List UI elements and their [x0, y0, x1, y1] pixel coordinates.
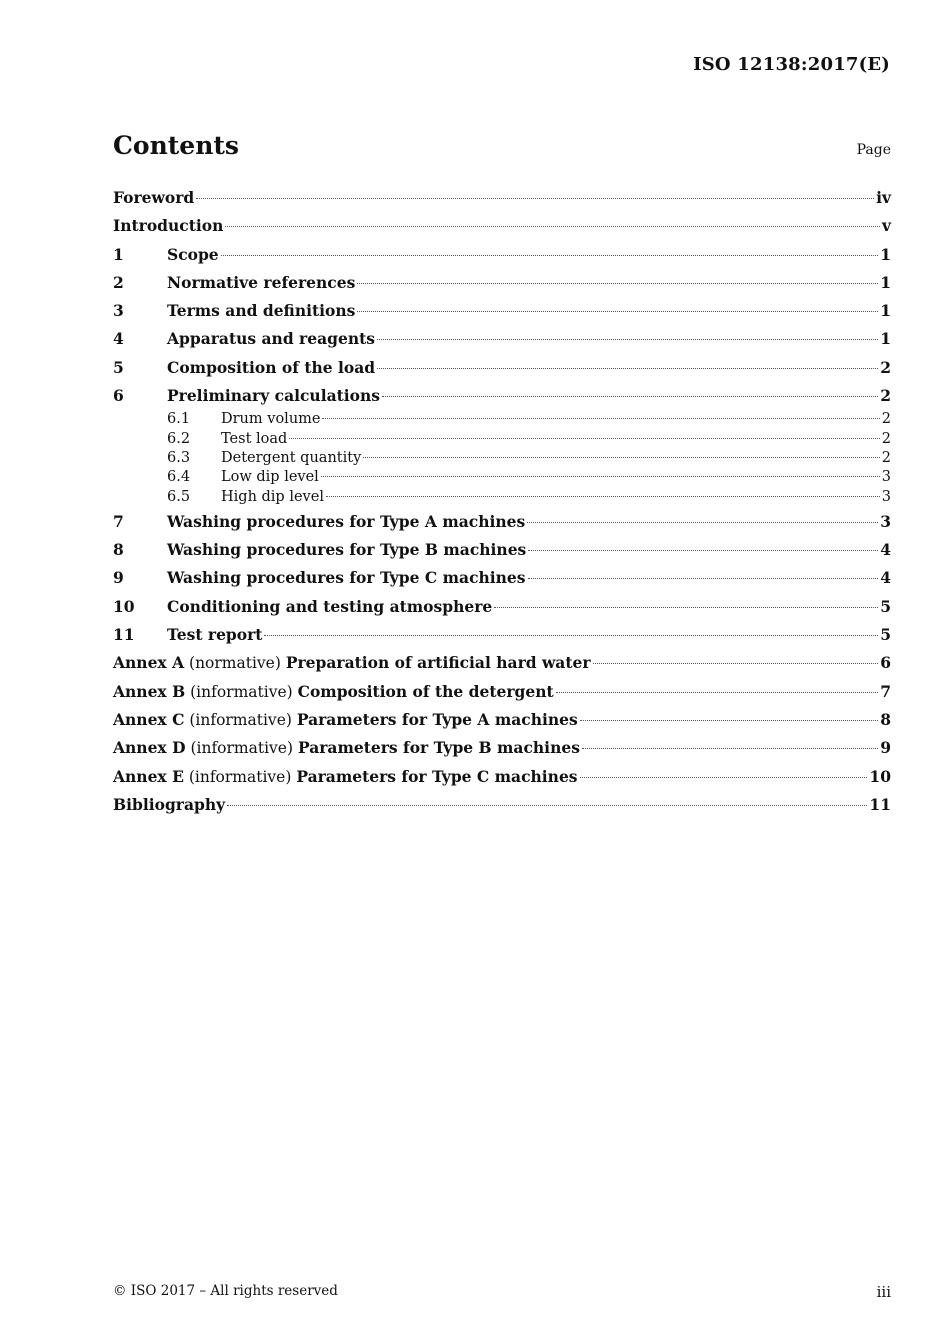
toc-entry-page: 5 [880, 625, 891, 645]
toc-entry-page: 10 [869, 766, 891, 786]
toc-entry-label: Normative references [167, 272, 356, 292]
dot-leader [528, 550, 878, 551]
dot-leader [580, 720, 878, 721]
annex-kind: (informative) [190, 739, 294, 758]
toc-subentry-number: 6.4 [167, 469, 191, 486]
toc-entry-composition-of-load[interactable] [113, 354, 891, 382]
toc-entry-introduction[interactable] [113, 212, 891, 240]
toc-subentry-label: Detergent quantity [221, 449, 362, 466]
page-column-label: Page [856, 142, 891, 158]
toc-entry-number: 9 [113, 568, 124, 588]
toc-subentry-number: 6.5 [167, 488, 191, 505]
dot-leader [196, 198, 874, 199]
dot-leader [321, 476, 880, 477]
dot-leader [593, 663, 879, 664]
toc-subentry-number: 6.3 [167, 449, 191, 466]
annex-prefix: Annex E [113, 766, 184, 786]
toc-entry-label: Introduction [113, 216, 224, 236]
toc-entry-foreword[interactable] [113, 184, 891, 212]
dot-leader [556, 692, 879, 693]
toc-subentry-high-dip-level[interactable] [113, 488, 891, 507]
contents-header [113, 131, 891, 160]
toc-entry-page: 2 [880, 386, 891, 406]
toc-entry-page: 3 [880, 511, 891, 531]
annex-prefix: Annex C [113, 709, 185, 729]
dot-leader [377, 339, 878, 340]
toc-entry-number: 6 [113, 386, 124, 406]
dot-leader [363, 457, 879, 458]
dot-leader [580, 777, 868, 778]
toc-entry-annex-a[interactable] [113, 649, 891, 677]
toc-subentry-low-dip-level[interactable] [113, 468, 891, 487]
dot-leader [494, 607, 878, 608]
toc-entry-annex-e[interactable] [113, 763, 891, 791]
toc-entry-label: Bibliography [113, 794, 226, 814]
toc-entry-page: 4 [880, 568, 891, 588]
toc-entry-bibliography[interactable] [113, 791, 891, 819]
toc-entry-label: Parameters for Type A machines [296, 709, 578, 729]
dot-leader [357, 311, 878, 312]
toc-entry-page: 9 [880, 738, 891, 758]
annex-kind: (normative) [189, 654, 281, 673]
annex-prefix: Annex B [113, 681, 186, 701]
toc-entry-annex-c[interactable] [113, 706, 891, 734]
toc-entry-label: Conditioning and testing atmosphere [167, 596, 493, 616]
dot-leader [357, 283, 878, 284]
toc-entry-apparatus-and-reagents[interactable] [113, 325, 891, 353]
toc-entry-test-report[interactable] [113, 621, 891, 649]
toc-subentry-label: Low dip level [221, 469, 319, 486]
toc-entry-scope[interactable] [113, 241, 891, 269]
standard-identifier: ISO 12138:2017(E) [693, 54, 890, 75]
toc-entry-annex-d[interactable] [113, 734, 891, 762]
toc-entry-label: Washing procedures for Type C machines [167, 568, 526, 588]
toc-entry-label: Foreword [113, 188, 195, 207]
dot-leader [264, 635, 878, 636]
toc-entry-label: Preparation of artificial hard water [285, 653, 591, 673]
toc-subentry-test-load[interactable] [113, 430, 891, 449]
toc-entry-page: iv [876, 188, 891, 207]
toc-subentry-page: 3 [881, 488, 891, 505]
page-number: iii [876, 1283, 891, 1301]
toc-entry-label: Washing procedures for Type A machines [167, 511, 526, 531]
toc-entry-page: 5 [880, 596, 891, 616]
dot-leader [528, 578, 879, 579]
toc-entry-number: 7 [113, 511, 124, 531]
toc-entry-washing-type-a[interactable] [113, 508, 891, 536]
toc-subentry-page: 2 [881, 430, 891, 447]
toc-entry-page: 11 [869, 794, 891, 814]
toc-entry-normative-references[interactable] [113, 269, 891, 297]
toc-entry-number: 3 [113, 301, 124, 321]
toc-entry-number: 11 [113, 625, 135, 645]
toc-entry-terms-and-definitions[interactable] [113, 297, 891, 325]
toc-entry-label: Washing procedures for Type B machines [167, 540, 527, 560]
toc-entry-label: Preliminary calculations [167, 386, 381, 406]
toc-entry-page: v [881, 216, 891, 236]
toc-entry-number: 1 [113, 244, 124, 264]
toc-entry-page: 1 [880, 244, 891, 264]
toc-entry-page: 6 [880, 653, 891, 673]
contents-title: Contents [113, 131, 240, 160]
toc-entry-number: 4 [113, 329, 124, 349]
page-footer [113, 1283, 891, 1301]
dot-leader [227, 805, 867, 806]
dot-leader [289, 438, 879, 439]
toc-entry-page: 1 [880, 272, 891, 292]
toc-entry-page: 4 [880, 540, 891, 560]
dot-leader [322, 418, 879, 419]
dot-leader [225, 226, 880, 227]
toc-entry-number: 2 [113, 272, 124, 292]
toc-entry-label: Parameters for Type C machines [296, 766, 578, 786]
toc-entry-conditioning-atmosphere[interactable] [113, 593, 891, 621]
toc-entry-page: 7 [880, 681, 891, 701]
dot-leader [326, 496, 880, 497]
toc-subentry-label: Drum volume [221, 411, 321, 428]
toc-entry-number: 8 [113, 540, 124, 560]
toc-entry-label: Composition of the detergent [297, 681, 554, 701]
toc-entry-page: 8 [880, 709, 891, 729]
toc-entry-preliminary-calculations[interactable] [113, 382, 891, 410]
toc-entry-label: Parameters for Type B machines [297, 738, 580, 758]
toc-entry-label: Apparatus and reagents [167, 329, 375, 349]
toc-subentry-number: 6.2 [167, 430, 191, 447]
toc-entry-washing-type-b[interactable] [113, 536, 891, 564]
annex-kind: (informative) [190, 682, 293, 701]
dot-leader [527, 522, 878, 523]
toc-entry-number: 5 [113, 357, 124, 377]
toc-entry-washing-type-c[interactable] [113, 564, 891, 592]
toc-entry-page: 1 [880, 301, 891, 321]
toc-entry-page: 1 [880, 329, 891, 349]
toc-entry-page: 2 [880, 357, 891, 377]
dot-leader [582, 748, 878, 749]
toc-subentry-page: 3 [881, 469, 891, 486]
toc-subentry-page: 2 [881, 449, 891, 466]
annex-prefix: Annex D [113, 738, 186, 758]
toc-subentry-label: High dip level [221, 488, 324, 505]
toc-entry-number: 10 [113, 596, 135, 616]
toc-subentry-page: 2 [881, 411, 891, 428]
toc-subentry-drum-volume[interactable] [113, 410, 891, 429]
table-of-contents [113, 184, 891, 819]
toc-subentry-detergent-quantity[interactable] [113, 449, 891, 468]
toc-entry-label: Terms and definitions [167, 301, 356, 321]
annex-kind: (informative) [188, 767, 292, 786]
dot-leader [382, 396, 878, 397]
annex-kind: (informative) [189, 710, 292, 729]
annex-prefix: Annex A [113, 653, 185, 673]
dot-leader [377, 368, 878, 369]
toc-entry-annex-b[interactable] [113, 678, 891, 706]
dot-leader [221, 255, 879, 256]
toc-entry-label: Test report [167, 625, 263, 645]
toc-entry-label: Scope [167, 244, 219, 264]
toc-entry-label: Composition of the load [167, 357, 376, 377]
toc-subentry-number: 6.1 [167, 411, 191, 428]
toc-subentry-label: Test load [221, 430, 288, 447]
copyright-notice: © ISO 2017 – All rights reserved [113, 1283, 338, 1299]
